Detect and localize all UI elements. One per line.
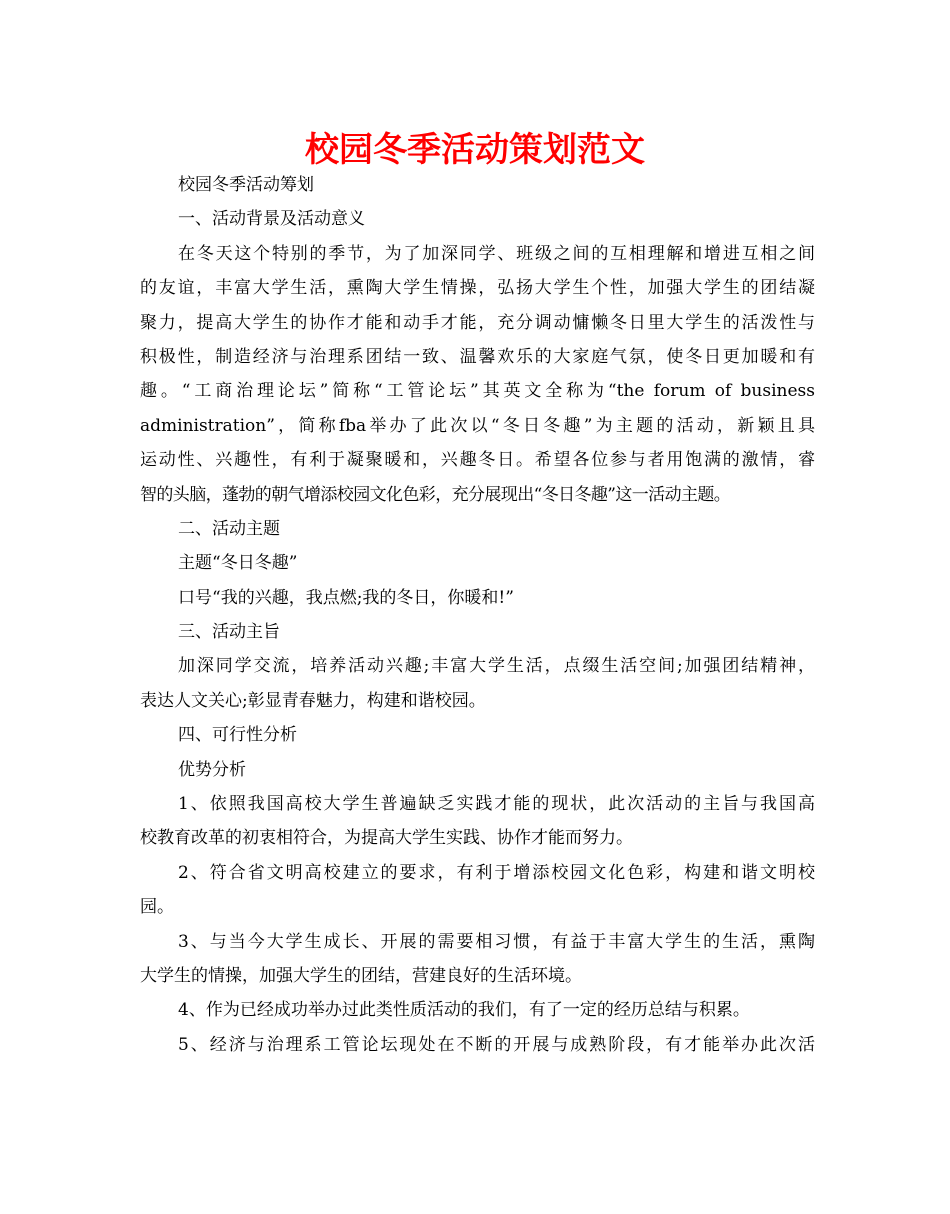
section-heading-purpose: 三、活动主旨 [178,622,280,643]
list-item-line: 1、依照我国高校大学生普遍缺乏实践才能的现状，此次活动的主旨与我国高 [178,794,815,815]
paragraph-line: 智的头脑，蓬勃的朝气增添校园文化色彩，充分展现出“冬日冬趣”这一活动主题。 [140,484,731,505]
section-heading-theme: 二、活动主题 [178,518,280,539]
paragraph-line: 趣。“工商治理论坛”简称“工管论坛”其英文全称为“the forum of business [140,381,815,402]
section-heading-background: 一、活动背景及活动意义 [178,209,365,230]
paragraph-line: 的友谊，丰富大学生活，熏陶大学生情操，弘扬大学生个性，加强大学生的团结凝 [140,278,815,299]
list-item-line: 大学生的情操，加强大学生的团结，营建良好的生活环境。 [140,965,582,986]
paragraph-line: 加深同学交流，培养活动兴趣;丰富大学生活，点缀生活空间;加强团结精神， [178,656,815,677]
list-item-line: 2、符合省文明高校建立的要求，有利于增添校园文化色彩，构建和谐文明校 [178,862,815,883]
subtitle-line: 校园冬季活动筹划 [178,175,314,195]
slogan-line: 口号“我的兴趣，我点燃;我的冬日，你暖和!” [178,587,514,608]
theme-line: 主题“冬日冬趣” [178,553,298,574]
list-item-line: 4、作为已经成功举办过此类性质活动的我们，有了一定的经历总结与积累。 [178,1000,750,1021]
document-title: 校园冬季活动策划范文 [305,130,645,170]
paragraph-line: administration”，简称fba举办了此次以“冬日冬趣”为主题的活动，新颖且具 [140,415,815,436]
list-item-line: 3、与当今大学生成长、开展的需要相习惯，有益于丰富大学生的生活，熏陶 [178,931,815,952]
list-item-line: 校教育改革的初衷相符合，为提高大学生实践、协作才能而努力。 [140,828,633,849]
paragraph-line: 聚力，提高大学生的协作才能和动手才能，充分调动慵懒冬日里大学生的活泼性与 [140,312,815,333]
list-item-line: 5、经济与治理系工管论坛现处在不断的开展与成熟阶段，有才能举办此次活 [178,1034,815,1055]
subheading-advantages: 优势分析 [178,759,246,780]
paragraph-line: 在冬天这个特别的季节，为了加深同学、班级之间的互相理解和增进互相之间 [178,243,815,264]
paragraph-line: 积极性，制造经济与治理系团结一致、温馨欢乐的大家庭气氛，使冬日更加暖和有 [140,346,815,367]
document-body [140,168,815,1062]
section-heading-feasibility: 四、可行性分析 [178,725,297,746]
paragraph-line: 表达人文关心;彰显青春魅力，构建和谐校园。 [140,690,486,711]
paragraph-line: 运动性、兴趣性，有利于凝聚暖和，兴趣冬日。希望各位参与者用饱满的激情，睿 [140,450,815,471]
list-item-line: 园。 [140,897,174,918]
